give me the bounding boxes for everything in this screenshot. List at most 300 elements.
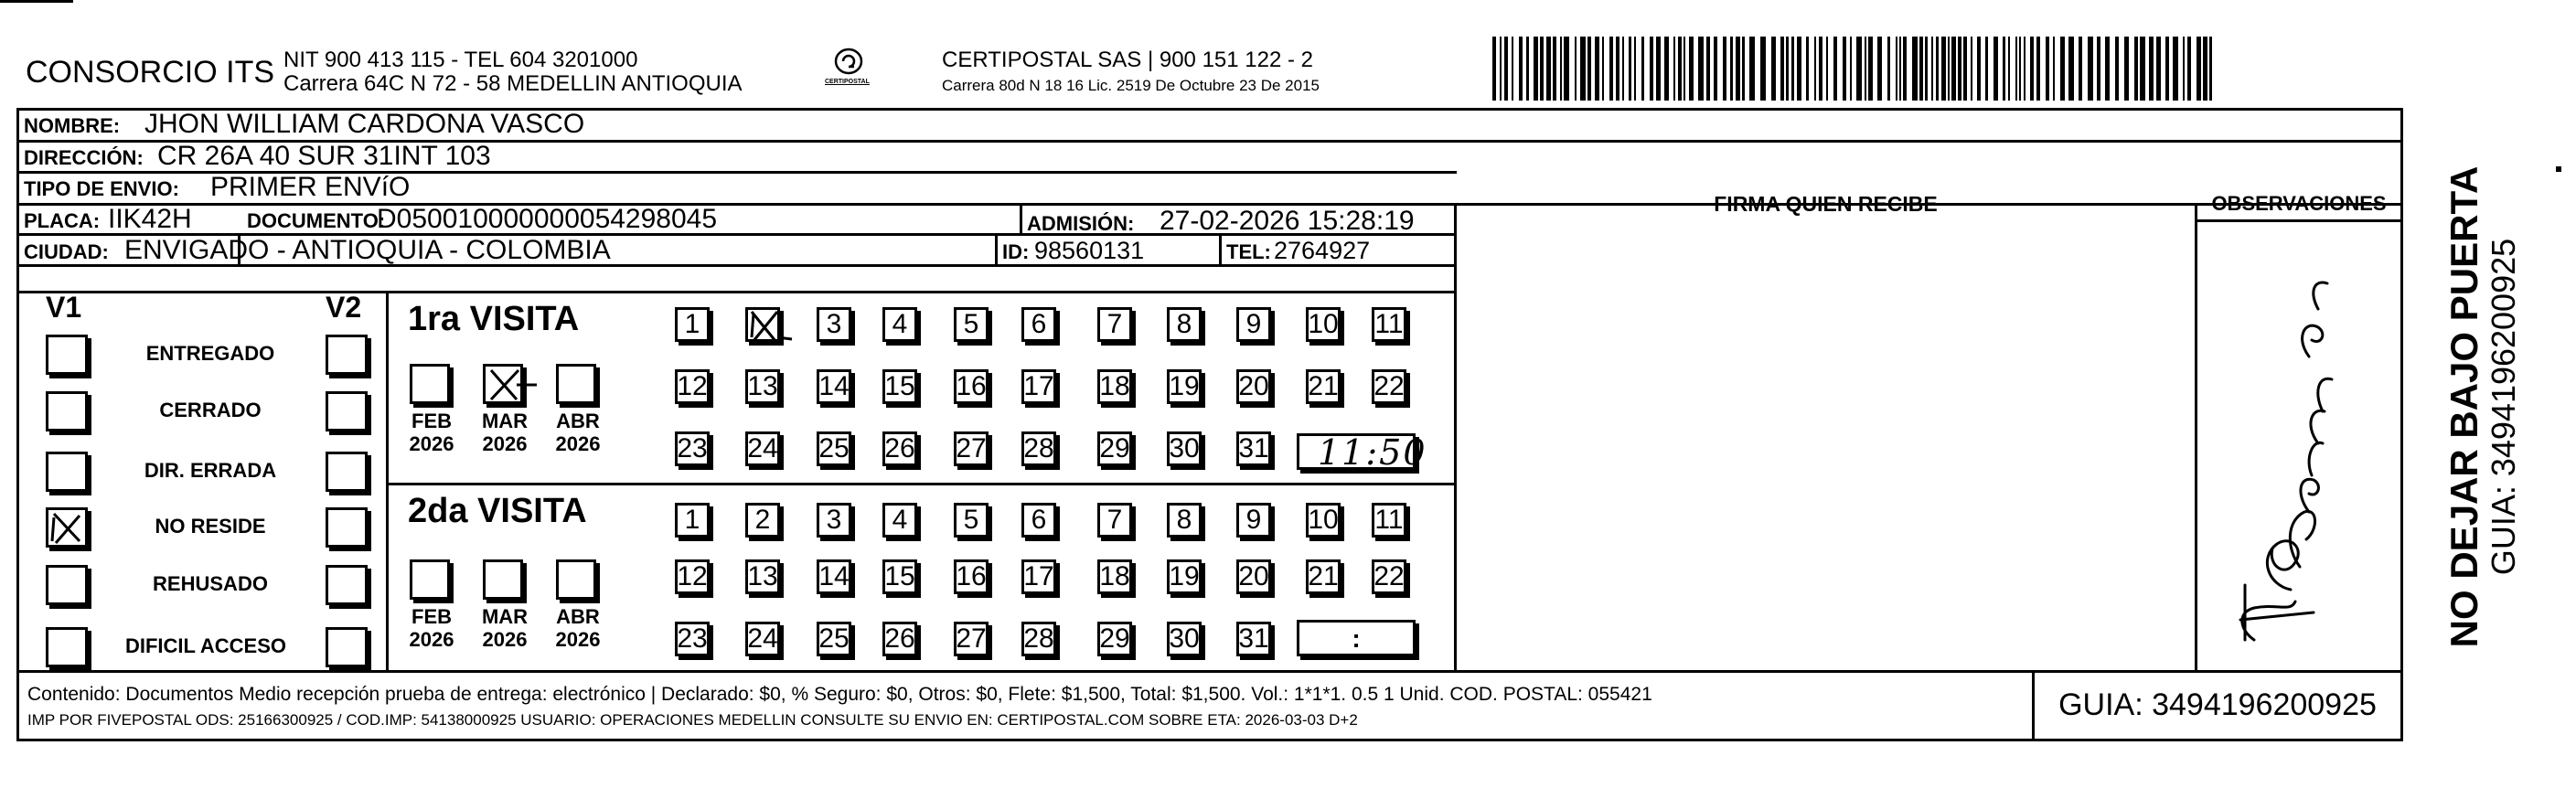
day-number: 28 — [1023, 623, 1054, 654]
day-box[interactable] — [675, 622, 710, 656]
ciudad-value: ENVIGADO - ANTIOQUIA - COLOMBIA — [124, 235, 611, 265]
day-number: 4 — [892, 505, 908, 535]
day-number: 30 — [1169, 433, 1200, 463]
barcode-bar — [1977, 37, 1981, 101]
day-number: 5 — [963, 505, 979, 535]
month-checkbox[interactable] — [556, 364, 596, 404]
day-box[interactable] — [1236, 559, 1271, 594]
barcode-bar — [1580, 37, 1586, 101]
day-box[interactable] — [675, 307, 710, 342]
barcode-bar — [1865, 37, 1866, 101]
month-label: ABR — [556, 410, 600, 432]
status-label: REHUSADO — [153, 572, 268, 595]
month-checkbox[interactable] — [556, 559, 596, 600]
company-info-line2: Carrera 64C N 72 - 58 MEDELLIN ANTIOQUIA — [283, 71, 743, 96]
barcode-bar — [1714, 37, 1717, 101]
day-box[interactable] — [817, 431, 851, 466]
certipostal-info-line2: Carrera 80d N 18 16 Lic. 2519 De Octubre 23 De 2015 — [942, 77, 1320, 94]
day-number: 9 — [1245, 505, 1262, 535]
day-box[interactable] — [882, 503, 917, 538]
day-box[interactable] — [882, 369, 917, 404]
barcode-bar — [1993, 37, 1998, 101]
day-number: 20 — [1238, 561, 1269, 591]
day-number: 30 — [1169, 623, 1200, 654]
barcode-bar — [2060, 37, 2065, 101]
barcode-bar — [1546, 37, 1551, 101]
barcode-bar — [1786, 37, 1789, 101]
barcode-bar — [1797, 37, 1801, 101]
day-box[interactable] — [1167, 503, 1202, 538]
day-number: 8 — [1176, 505, 1192, 535]
day-number: 23 — [677, 433, 708, 463]
day-box[interactable] — [882, 431, 917, 466]
status-label: DIR. ERRADA — [144, 459, 277, 482]
day-box[interactable] — [1021, 369, 1056, 404]
v1-checkbox[interactable] — [46, 452, 88, 492]
day-number: 18 — [1099, 561, 1130, 591]
barcode-bar — [2149, 37, 2154, 101]
status-label: NO RESIDE — [155, 515, 266, 538]
barcode-bar — [1919, 37, 1923, 101]
nombre-value: JHON WILLIAM CARDONA VASCO — [144, 109, 585, 139]
company-name: CONSORCIO ITS — [26, 55, 275, 90]
day-number: 12 — [677, 371, 708, 401]
day-box[interactable] — [1236, 307, 1271, 342]
barcode-bar — [2036, 37, 2040, 101]
visit2-time-box[interactable] — [1297, 620, 1416, 656]
status-label: ENTREGADO — [145, 342, 275, 365]
nombre-label: NOMBRE: — [24, 114, 121, 137]
barcode-bar — [1664, 37, 1669, 101]
v1-checkbox[interactable] — [46, 391, 88, 431]
day-number: 10 — [1308, 505, 1339, 535]
barcode-bar — [2068, 37, 2074, 101]
day-box[interactable] — [1236, 369, 1271, 404]
barcode-bar — [1896, 37, 1897, 101]
barcode-bar — [2003, 37, 2005, 101]
observaciones-header: OBSERVACIONES — [2211, 192, 2387, 215]
day-number: 13 — [747, 561, 778, 591]
day-box[interactable] — [882, 307, 917, 342]
barcode-bar — [1706, 37, 1710, 101]
day-number: 1 — [684, 505, 700, 535]
year-label: 2026 — [482, 432, 528, 455]
v1-checkbox[interactable] — [46, 565, 88, 605]
v1-label: V1 — [46, 291, 82, 324]
day-box[interactable] — [1167, 622, 1202, 656]
barcode-bar — [1634, 37, 1636, 101]
day-number: 27 — [956, 433, 987, 463]
day-box[interactable] — [1306, 369, 1341, 404]
day-box[interactable] — [675, 369, 710, 404]
day-box[interactable] — [745, 431, 780, 466]
barcode-bar — [1504, 37, 1508, 101]
barcode-bar — [1843, 37, 1846, 101]
barcode-bar — [1948, 37, 1950, 101]
barcode-bar — [1771, 37, 1776, 101]
day-box[interactable] — [1097, 431, 1132, 466]
barcode-bar — [1595, 37, 1599, 101]
day-number: 17 — [1023, 371, 1054, 401]
barcode-bar — [2079, 37, 2082, 101]
day-box[interactable] — [1372, 369, 1406, 404]
barcode-bar — [2183, 37, 2185, 101]
day-number: 17 — [1023, 561, 1054, 591]
day-number: 25 — [818, 433, 850, 463]
company-info-line1: NIT 900 413 115 - TEL 604 3201000 — [283, 48, 638, 72]
day-box[interactable] — [1236, 503, 1271, 538]
day-box[interactable] — [1236, 431, 1271, 466]
day-box[interactable] — [745, 559, 780, 594]
day-box[interactable] — [745, 503, 780, 538]
day-number: 9 — [1245, 309, 1262, 339]
day-box[interactable] — [1306, 307, 1341, 342]
day-number: 11 — [1374, 309, 1404, 339]
direccion-value: CR 26A 40 SUR 31INT 103 — [157, 141, 491, 171]
day-number: 29 — [1099, 433, 1130, 463]
barcode-bar — [1641, 37, 1644, 101]
month-checkbox[interactable] — [483, 559, 523, 600]
day-box[interactable] — [954, 307, 989, 342]
barcode-bar — [2156, 37, 2161, 101]
barcode-bar — [1936, 37, 1939, 101]
v2-checkbox[interactable] — [326, 507, 368, 548]
barcode-bar — [1560, 37, 1562, 101]
barcode-bar — [1689, 37, 1694, 101]
year-label: 2026 — [409, 628, 454, 651]
day-number: 23 — [677, 623, 708, 654]
day-box[interactable] — [745, 307, 780, 342]
barcode-bar — [1534, 37, 1538, 101]
v2-label: V2 — [326, 291, 362, 324]
year-label: 2026 — [555, 432, 601, 455]
barcode-bar — [1912, 37, 1918, 101]
day-box[interactable] — [1167, 369, 1202, 404]
barcode-bar — [1868, 37, 1873, 101]
barcode-bar — [1553, 37, 1556, 101]
logo-text: CERTIPOSTAL — [825, 79, 870, 85]
day-number: 20 — [1238, 371, 1269, 401]
day-box[interactable] — [1372, 503, 1406, 538]
day-number: 18 — [1099, 371, 1130, 401]
day-number: 22 — [1374, 371, 1405, 401]
placa-value: IIK42H — [108, 204, 192, 234]
barcode-bar — [1931, 37, 1933, 101]
barcode-bar — [1656, 37, 1661, 101]
month-label: MAR — [481, 410, 529, 432]
day-number: 29 — [1099, 623, 1130, 654]
day-number: 27 — [956, 623, 987, 654]
day-number: 1 — [684, 309, 700, 339]
v2-checkbox[interactable] — [326, 627, 368, 667]
day-number: 21 — [1308, 561, 1339, 591]
documento-value: D050010000000054298045 — [377, 204, 718, 234]
day-box[interactable] — [1167, 307, 1202, 342]
v2-checkbox[interactable] — [326, 335, 368, 375]
day-box[interactable] — [1097, 307, 1132, 342]
barcode-bar — [1698, 37, 1704, 101]
barcode-bar — [1850, 37, 1852, 101]
tel-label: TEL: — [1226, 240, 1271, 263]
day-number: 19 — [1169, 371, 1200, 401]
footer-guia: GUIA: 3494196200925 — [2058, 687, 2377, 722]
status-label: CERRADO — [159, 399, 262, 421]
year-label: 2026 — [555, 628, 601, 651]
barcode-bar — [2088, 37, 2093, 101]
day-box[interactable] — [675, 559, 710, 594]
barcode-bar — [1887, 37, 1890, 101]
day-number: 15 — [884, 561, 915, 591]
barcode-bar — [1958, 37, 1961, 101]
barcode-bar — [1899, 37, 1901, 101]
day-box[interactable] — [1021, 503, 1056, 538]
day-box[interactable] — [817, 307, 851, 342]
day-box[interactable] — [1306, 559, 1341, 594]
side-warning: NO DEJAR BAJO PUERTA — [2442, 165, 2485, 648]
day-number: 24 — [747, 433, 778, 463]
day-box[interactable] — [1167, 431, 1202, 466]
barcode-bar — [1814, 37, 1816, 101]
barcode-bar — [1609, 37, 1613, 101]
barcode-bar — [2197, 37, 2201, 101]
barcode-bar — [1985, 37, 1988, 101]
admision-label: ADMISIÓN: — [1027, 212, 1135, 235]
barcode-bar — [2008, 37, 2010, 101]
barcode-bar — [1941, 37, 1946, 101]
barcode-bar — [2015, 37, 2017, 101]
barcode-bar — [1742, 37, 1745, 101]
footer-line1: Contenido: Documentos Medio recepción prueba de entrega: electrónico | Declarado: $0, % Seguro: $0, Otros: $0, Flete: $1,500, Total: $1,500. Vol.: 1*1*1. 0.5 1 Unid. COD. POSTAL: 055421 — [27, 684, 1652, 705]
day-box[interactable] — [745, 369, 780, 404]
barcode-bar — [1622, 37, 1624, 101]
month-label: MAR — [481, 605, 529, 628]
day-number: 16 — [956, 371, 987, 401]
day-box[interactable] — [1097, 369, 1132, 404]
barcode-bar — [1616, 37, 1619, 101]
day-box[interactable] — [817, 622, 851, 656]
barcode-bar — [2019, 37, 2021, 101]
barcode-bar — [1673, 37, 1675, 101]
day-box[interactable] — [1021, 431, 1056, 466]
day-number: 15 — [884, 371, 915, 401]
day-number: 8 — [1176, 309, 1192, 339]
visit2-title: 2da VISITA — [408, 492, 587, 530]
day-box[interactable] — [817, 559, 851, 594]
day-number: 14 — [818, 561, 850, 591]
visit2-time: : — [1352, 624, 1361, 653]
firma-header: FIRMA QUIEN RECIBE — [1714, 192, 1938, 216]
day-box[interactable] — [1097, 622, 1132, 656]
day-number: 5 — [963, 309, 979, 339]
barcode-bar — [1587, 37, 1591, 101]
barcode-bar — [1951, 37, 1956, 101]
month-label: ABR — [556, 605, 600, 628]
day-box[interactable] — [882, 622, 917, 656]
id-label: ID: — [1002, 240, 1030, 263]
day-number: 26 — [884, 433, 915, 463]
day-number: 2 — [754, 505, 771, 535]
barcode-bar — [1526, 37, 1529, 101]
day-number: 10 — [1308, 309, 1339, 339]
v2-checkbox[interactable] — [326, 565, 368, 605]
day-number: 13 — [747, 371, 778, 401]
day-box[interactable] — [675, 431, 710, 466]
day-box[interactable] — [1021, 559, 1056, 594]
month-checkbox[interactable] — [410, 364, 450, 404]
barcode-bar — [2097, 37, 2100, 101]
year-label: 2026 — [409, 432, 454, 455]
barcode-bar — [2024, 37, 2026, 101]
barcode-bar — [1963, 37, 1967, 101]
handwritten-signature — [2204, 238, 2396, 658]
month-label: FEB — [412, 605, 452, 628]
certipostal-logo — [821, 44, 876, 99]
barcode-bar — [1678, 37, 1682, 101]
day-number: 4 — [892, 309, 908, 339]
day-number: 25 — [818, 623, 850, 654]
day-box[interactable] — [1236, 622, 1271, 656]
day-number: 24 — [747, 623, 778, 654]
day-number: 22 — [1374, 561, 1405, 591]
barcode-bar — [1723, 37, 1726, 101]
day-box[interactable] — [745, 622, 780, 656]
barcode-bar — [1575, 37, 1577, 101]
side-guia: GUIA: 3494196200925 — [2485, 238, 2522, 576]
day-box[interactable] — [817, 369, 851, 404]
day-box[interactable] — [675, 503, 710, 538]
v1-checkbox[interactable] — [46, 507, 88, 548]
day-box[interactable] — [954, 431, 989, 466]
day-number: 31 — [1238, 433, 1269, 463]
day-number: 26 — [884, 623, 915, 654]
day-number: 11 — [1374, 505, 1404, 535]
tipo-envio-value: PRIMER ENVíO — [210, 172, 411, 202]
documento-label: DOCUMENTO: — [247, 209, 386, 232]
barcode-bar — [1749, 37, 1755, 101]
barcode-bar — [1500, 37, 1502, 101]
barcode-bar — [1492, 37, 1496, 101]
day-box[interactable] — [1372, 307, 1406, 342]
barcode-bar — [2115, 37, 2119, 101]
day-box[interactable] — [1021, 622, 1056, 656]
day-number: 7 — [1106, 505, 1123, 535]
visit1-time: 11:50 — [1318, 432, 1427, 473]
month-label: FEB — [412, 410, 452, 432]
day-number: 28 — [1023, 433, 1054, 463]
day-box[interactable] — [882, 559, 917, 594]
barcode-bar — [2053, 37, 2055, 101]
barcode-bar — [2046, 37, 2049, 101]
day-number: 7 — [1106, 309, 1123, 339]
barcode-bar — [1925, 37, 1928, 101]
tipo-envio-label: TIPO DE ENVIO: — [24, 177, 179, 200]
day-number: 16 — [956, 561, 987, 591]
placa-label: PLACA: — [24, 209, 101, 232]
month-checkbox[interactable] — [410, 559, 450, 600]
barcode-bar — [2030, 37, 2034, 101]
month-checkbox[interactable] — [483, 364, 523, 404]
day-box[interactable] — [954, 369, 989, 404]
barcode-bar — [1819, 37, 1822, 101]
barcode-bar — [2173, 37, 2178, 101]
barcode-bar — [2187, 37, 2191, 101]
year-label: 2026 — [482, 628, 528, 651]
visit1-time-box[interactable] — [1297, 432, 1427, 473]
day-box[interactable] — [1372, 559, 1406, 594]
barcode-bar — [1903, 37, 1907, 101]
footer-line2: IMP POR FIVEPOSTAL ODS: 25166300925 / COD.IMP: 54138000925 USUARIO: OPERACIONES MEDELLIN CONSULTE SU ENVIO EN: CERTIPOSTAL.COM SOBRE ETA: 2026-03-03 D+2 — [27, 711, 1358, 729]
v2-checkbox[interactable] — [326, 452, 368, 492]
day-box[interactable] — [1167, 559, 1202, 594]
barcode-bar — [1736, 37, 1740, 101]
day-number: 3 — [826, 309, 842, 339]
day-number: 31 — [1238, 623, 1269, 654]
barcode-bar — [2203, 37, 2207, 101]
barcode — [1492, 37, 2224, 101]
admision-value: 27-02-2026 15:28:19 — [1160, 206, 1415, 236]
day-box[interactable] — [1021, 307, 1056, 342]
tel-value: 2764927 — [1274, 237, 1371, 264]
barcode-bar — [1564, 37, 1569, 101]
day-number: 14 — [818, 371, 850, 401]
barcode-bar — [1833, 37, 1837, 101]
visit1-title: 1ra VISITA — [408, 300, 580, 338]
day-box[interactable] — [954, 503, 989, 538]
barcode-bar — [1856, 37, 1862, 101]
barcode-bar — [1760, 37, 1766, 101]
day-box[interactable] — [1097, 503, 1132, 538]
barcode-bar — [1512, 37, 1513, 101]
day-box[interactable] — [1306, 503, 1341, 538]
barcode-bar — [1683, 37, 1685, 101]
barcode-bar — [1730, 37, 1733, 101]
v2-checkbox[interactable] — [326, 391, 368, 431]
barcode-bar — [2105, 37, 2110, 101]
edge-mark — [0, 0, 73, 3]
barcode-bar — [2124, 37, 2129, 101]
v1-checkbox[interactable] — [46, 335, 88, 375]
barcode-bar — [1629, 37, 1631, 101]
barcode-bar — [1791, 37, 1794, 101]
direccion-label: DIRECCIÓN: — [24, 146, 144, 169]
day-number: 6 — [1031, 309, 1047, 339]
day-box[interactable] — [817, 503, 851, 538]
barcode-bar — [1806, 37, 1809, 101]
status-label: DIFICIL ACCESO — [124, 634, 286, 657]
day-number: 6 — [1031, 505, 1047, 535]
day-number: 21 — [1308, 371, 1339, 401]
day-box[interactable] — [954, 559, 989, 594]
barcode-bar — [1602, 37, 1604, 101]
barcode-bar — [2134, 37, 2138, 101]
barcode-bar — [1780, 37, 1784, 101]
barcode-bar — [2140, 37, 2145, 101]
ciudad-label: CIUDAD: — [24, 240, 109, 263]
barcode-bar — [1650, 37, 1653, 101]
day-number: 12 — [677, 561, 708, 591]
barcode-bar — [1540, 37, 1544, 101]
day-box[interactable] — [954, 622, 989, 656]
barcode-bar — [1877, 37, 1882, 101]
v1-checkbox[interactable] — [46, 627, 88, 667]
edge-mark — [2556, 166, 2561, 172]
barcode-bar — [1971, 37, 1972, 101]
barcode-bar — [2165, 37, 2169, 101]
day-number: 19 — [1169, 561, 1200, 591]
barcode-bar — [1519, 37, 1523, 101]
day-box[interactable] — [1097, 559, 1132, 594]
day-number: 3 — [826, 505, 842, 535]
